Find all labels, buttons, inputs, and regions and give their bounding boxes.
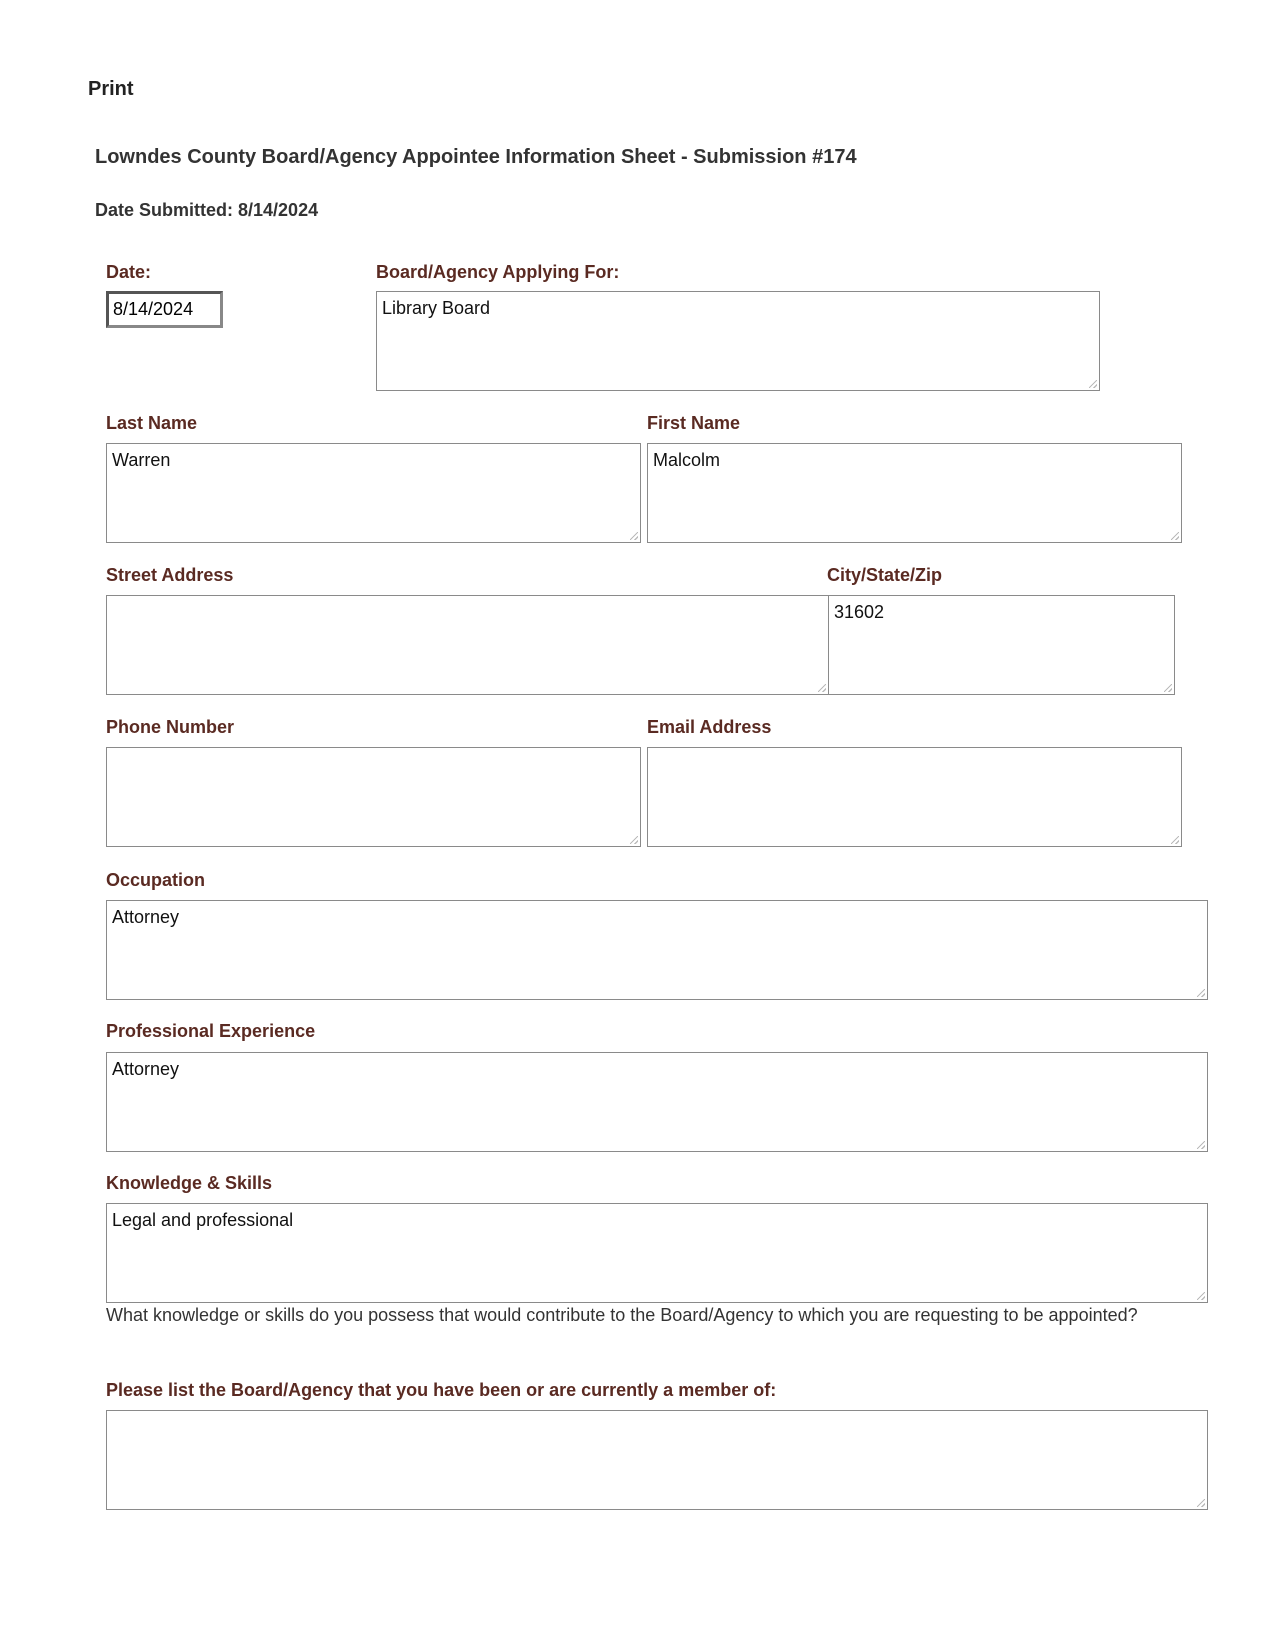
phone-field[interactable] [106,747,641,847]
street-label: Street Address [106,565,234,585]
skills-field[interactable]: Legal and professional [106,1203,1208,1303]
occupation-field[interactable]: Attorney [106,900,1208,1000]
skills-label: Knowledge & Skills [106,1173,273,1193]
board-label: Board/Agency Applying For: [376,262,620,282]
email-field[interactable] [647,747,1182,847]
email-label: Email Address [647,717,772,737]
street-field[interactable] [106,595,829,695]
boards-member-field[interactable] [106,1410,1208,1510]
last-name-label: Last Name [106,413,198,433]
city-field[interactable]: 31602 [828,595,1175,695]
date-field[interactable]: 8/14/2024 [106,291,223,328]
date-label: Date: [106,262,152,282]
experience-label: Professional Experience [106,1021,316,1041]
phone-label: Phone Number [106,717,235,737]
last-name-field[interactable]: Warren [106,443,641,543]
occupation-label: Occupation [106,870,206,890]
first-name-label: First Name [647,413,741,433]
experience-field[interactable]: Attorney [106,1052,1208,1152]
boards-member-label: Please list the Board/Agency that you have been or are currently a member of: [106,1380,777,1400]
skills-help-text: What knowledge or skills do you possess that would contribute to the Board/Agency to which you are requesting to be appointed? [106,1305,1138,1325]
board-field[interactable]: Library Board [376,291,1100,391]
page-title: Lowndes County Board/Agency Appointee Information Sheet - Submission #174 [95,146,857,168]
date-submitted: Date Submitted: 8/14/2024 [95,200,319,220]
first-name-field[interactable]: Malcolm [647,443,1182,543]
print-link[interactable]: Print [88,78,134,100]
city-label: City/State/Zip [827,565,943,585]
